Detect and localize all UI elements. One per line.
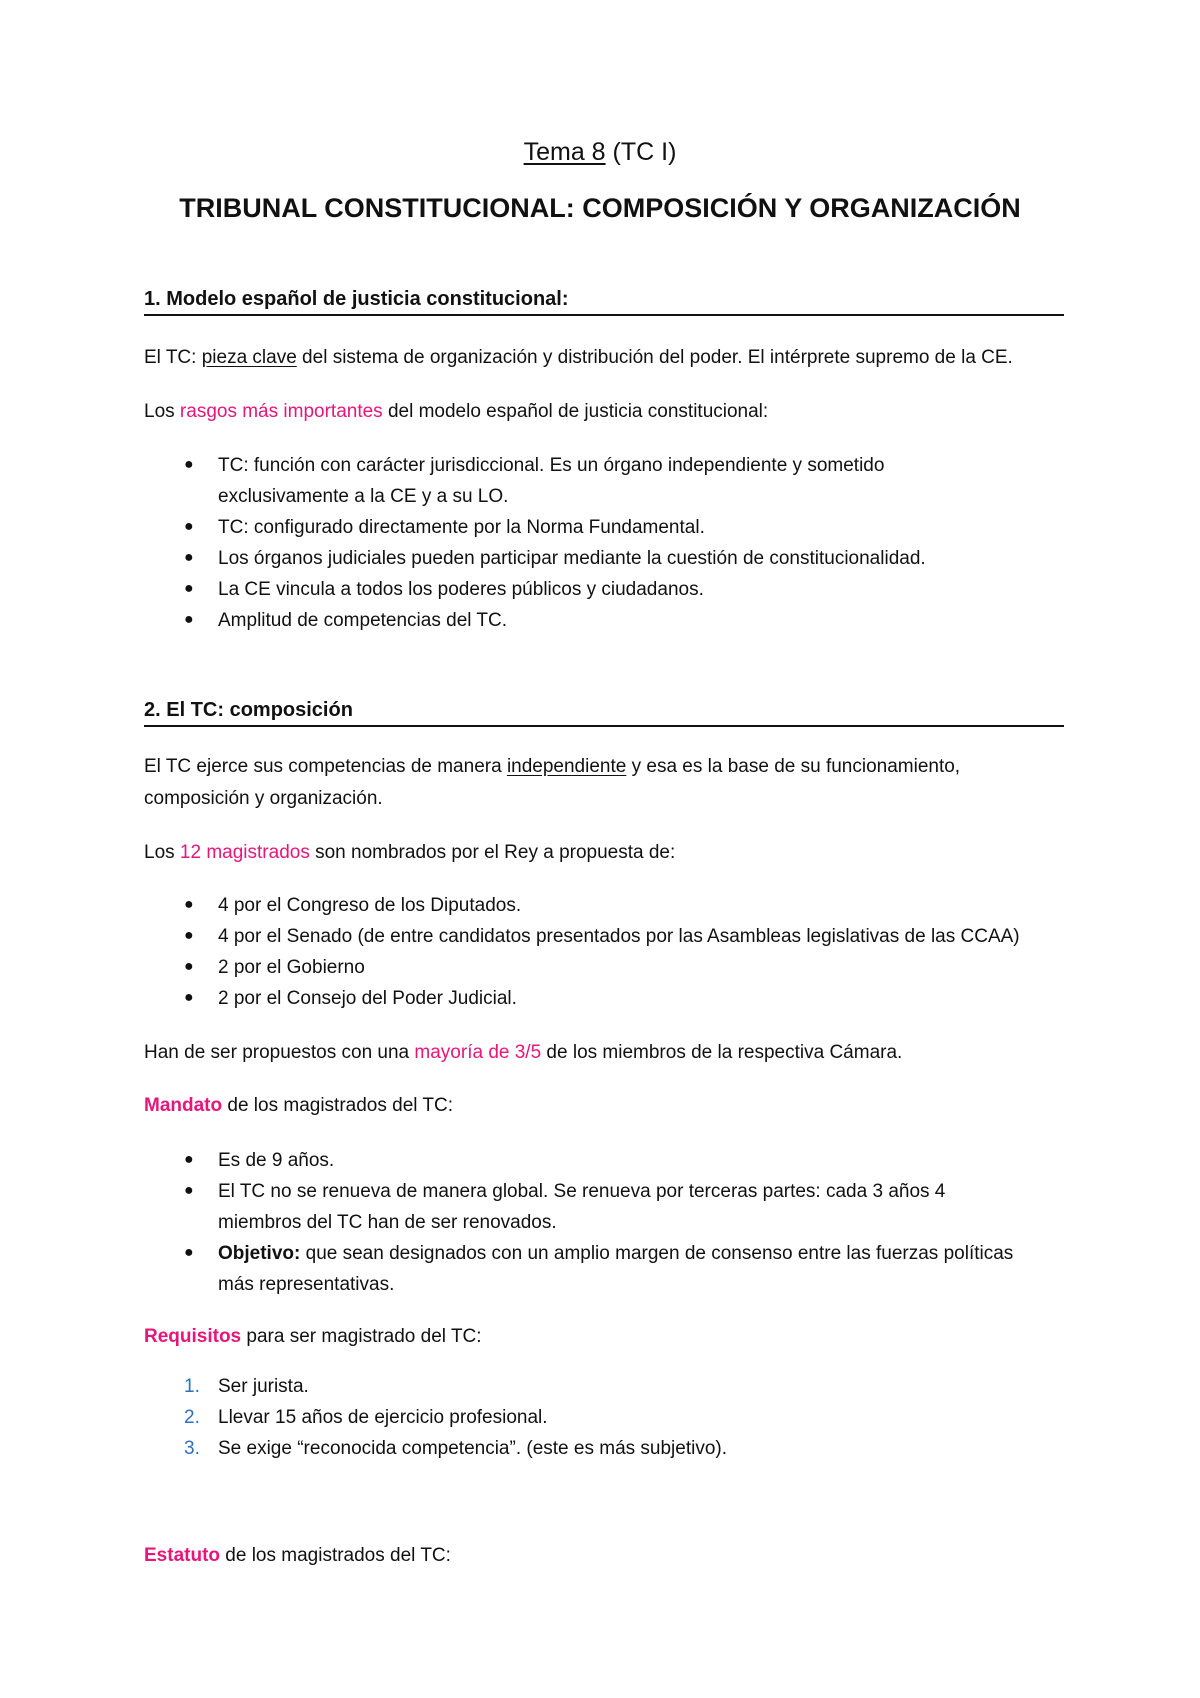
bullet-icon: ● bbox=[184, 549, 194, 566]
section-2-paragraph-1: El TC ejerce sus competencias de manera independiente y esa es la base de su funcionamiento, bbox=[144, 756, 961, 777]
list-number: 3. bbox=[184, 1438, 200, 1459]
section-2-heading: 2. El TC: composición bbox=[144, 699, 353, 721]
list-item: Amplitud de competencias del TC. bbox=[218, 610, 508, 631]
list-number: 2. bbox=[184, 1407, 200, 1428]
objetivo-label: Objetivo: bbox=[218, 1243, 301, 1264]
list-item: Los órganos judiciales pueden participar mediante la cuestión de constitucionalidad. bbox=[218, 548, 926, 569]
estatuto-heading: Estatuto de los magistrados del TC: bbox=[144, 1545, 451, 1566]
mandato-heading: Mandato de los magistrados del TC: bbox=[144, 1095, 454, 1116]
list-number: 1. bbox=[184, 1376, 200, 1397]
bullet-icon: ● bbox=[184, 611, 194, 628]
list-item-continuation: más representativas. bbox=[218, 1274, 395, 1295]
tema-suffix: (TC I) bbox=[605, 138, 677, 166]
list-item-continuation: miembros del TC han de ser renovados. bbox=[218, 1212, 557, 1233]
list-item: El TC no se renueva de manera global. Se renueva por terceras partes: cada 3 años 4 bbox=[218, 1181, 946, 1202]
bullet-icon: ● bbox=[184, 518, 194, 535]
section-2-paragraph-1-cont: composición y organización. bbox=[144, 788, 383, 809]
list-item: Ser jurista. bbox=[218, 1376, 309, 1397]
independiente-underlined: independiente bbox=[506, 756, 627, 777]
list-item: La CE vincula a todos los poderes públicos y ciudadanos. bbox=[218, 579, 704, 600]
bullet-icon: ● bbox=[184, 1244, 194, 1261]
mayoria-highlight: mayoría de 3/5 bbox=[414, 1042, 542, 1063]
section-2-paragraph-2: Los 12 magistrados son nombrados por el Rey a propuesta de: bbox=[144, 842, 676, 863]
requisitos-heading: Requisitos para ser magistrado del TC: bbox=[144, 1326, 482, 1347]
section-1-paragraph-2: Los rasgos más importantes del modelo español de justicia constitucional: bbox=[144, 401, 769, 422]
list-item: 2 por el Gobierno bbox=[218, 957, 365, 978]
list-item: Objetivo: que sean designados con un amplio margen de consenso entre las fuerzas políticas bbox=[218, 1243, 1014, 1264]
list-item: Llevar 15 años de ejercicio profesional. bbox=[218, 1407, 548, 1428]
document-subtitle bbox=[0, 138, 1200, 167]
estatuto-highlight: Estatuto bbox=[144, 1545, 220, 1566]
bullet-icon: ● bbox=[184, 958, 194, 975]
list-item: TC: configurado directamente por la Norma Fundamental. bbox=[218, 517, 705, 538]
bullet-icon: ● bbox=[184, 896, 194, 913]
mandato-highlight: Mandato bbox=[144, 1095, 223, 1116]
magistrados-highlight: 12 magistrados bbox=[179, 842, 310, 863]
list-item-continuation: exclusivamente a la CE y a su LO. bbox=[218, 486, 509, 507]
list-item: 2 por el Consejo del Poder Judicial. bbox=[218, 988, 517, 1009]
section-1-heading: 1. Modelo español de justicia constitucional: bbox=[144, 288, 569, 310]
tema-label: Tema 8 bbox=[523, 138, 606, 166]
bullet-icon: ● bbox=[184, 580, 194, 597]
bullet-icon: ● bbox=[184, 989, 194, 1006]
section-1-rule bbox=[144, 314, 1064, 316]
list-item: 4 por el Senado (de entre candidatos presentados por las Asambleas legislativas de las CCAA) bbox=[218, 926, 1020, 947]
bullet-icon: ● bbox=[184, 1182, 194, 1199]
section-2-paragraph-3: Han de ser propuestos con una mayoría de 3/5 de los miembros de la respectiva Cámara. bbox=[144, 1042, 903, 1063]
rasgos-highlight: rasgos más importantes bbox=[179, 401, 383, 422]
bullet-icon: ● bbox=[184, 927, 194, 944]
document-title: TRIBUNAL CONSTITUCIONAL: COMPOSICIÓN Y ORGANIZACIÓN bbox=[179, 193, 1021, 223]
requisitos-highlight: Requisitos bbox=[144, 1326, 242, 1347]
bullet-icon: ● bbox=[184, 1151, 194, 1168]
list-item: Es de 9 años. bbox=[218, 1150, 335, 1171]
list-item: TC: función con carácter jurisdiccional. Es un órgano independiente y sometido bbox=[218, 455, 885, 476]
section-1-paragraph-1: El TC: pieza clave del sistema de organización y distribución del poder. El intérprete supremo de la CE. bbox=[144, 347, 1013, 368]
section-2-rule bbox=[144, 725, 1064, 727]
list-item: Se exige “reconocida competencia”. (este es más subjetivo). bbox=[218, 1438, 728, 1459]
list-item: 4 por el Congreso de los Diputados. bbox=[218, 895, 522, 916]
bullet-icon: ● bbox=[184, 456, 194, 473]
pieza-clave: pieza clave bbox=[201, 347, 297, 368]
